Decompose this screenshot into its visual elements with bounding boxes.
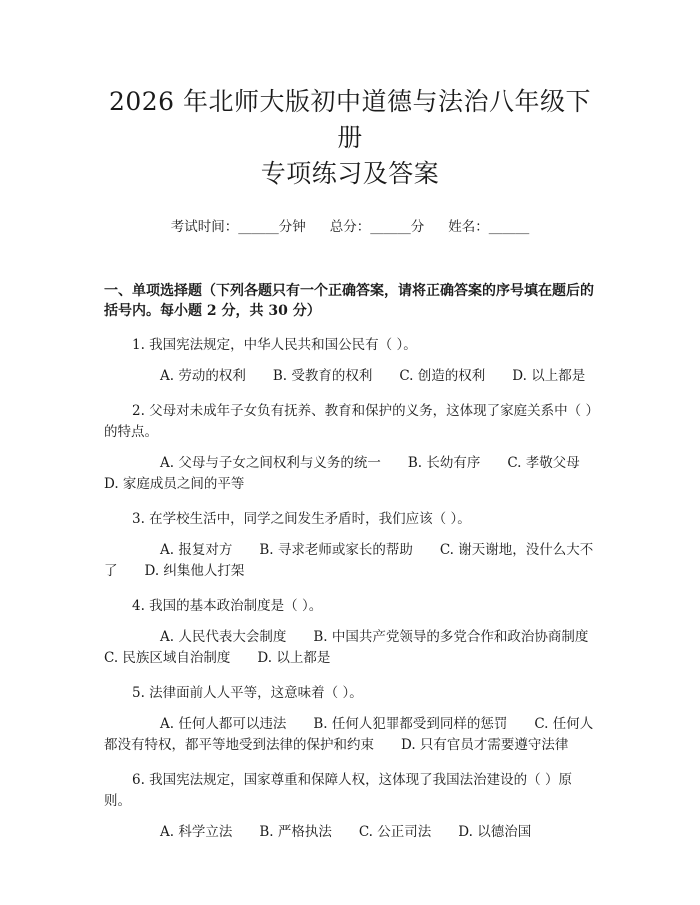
question-3: [104, 509, 596, 582]
question-options: A. 父母与子女之间权利与义务的统一 B. 长幼有序 C. 孝敬父母 D. 家庭成员之间的平等: [104, 455, 607, 492]
question-options: A. 科学立法 B. 严格执法 C. 公正司法 D. 以德治国: [160, 824, 532, 840]
question-5: [104, 683, 596, 756]
question-4: [104, 596, 616, 669]
section-heading: 一、单项选择题（下列各题只有一个正确答案，请将正确答案的序号填在题后的括号内。每小题 2 分，共 30 分）: [104, 283, 594, 319]
document-title: [104, 0, 596, 192]
question-options: A. 任何人都可以违法 B. 任何人犯罪都受到同样的惩罚 C. 任何人都没有特权，都平等地受到法律的保护和约束 D. 只有官员才需要遵守法律: [104, 716, 594, 753]
title-line-1: 2026 年北师大版初中道德与法治八年级下册: [108, 87, 592, 152]
question-stem: 6. 我国宪法规定，国家尊重和保障人权，这体现了我国法治建设的（ ）原则。: [104, 772, 572, 809]
question-stem: 5. 法律面前人人平等，这意味着（ ）。: [132, 685, 363, 701]
question-6: [104, 770, 596, 843]
question-stem: 2. 父母对未成年子女负有抚养、教育和保护的义务，这体现了家庭关系中（ ）的特点。: [104, 403, 593, 440]
title-line-2: 专项练习及答案: [260, 159, 440, 188]
exam-time-field: 考试时间：______分钟: [170, 219, 306, 235]
name-field: 姓名：______: [448, 219, 530, 235]
total-score-field: 总分：______分: [329, 219, 425, 235]
question-2: [104, 401, 607, 495]
question-options: A. 劳动的权利 B. 受教育的权利 C. 创造的权利 D. 以上都是: [160, 368, 586, 384]
question-stem: 1. 我国宪法规定，中华人民共和国公民有（ ）。: [132, 337, 417, 353]
question-options: A. 报复对方 B. 寻求老师或家长的帮助 C. 谢天谢地，没什么大不了 D. 纠集他人打架: [104, 542, 594, 579]
question-1: [104, 335, 596, 387]
question-options: A. 人民代表大会制度 B. 中国共产党领导的多党合作和政治协商制度 C. 民族区域自治制度 D. 以上都是: [104, 629, 616, 666]
exam-info: [104, 217, 596, 237]
question-stem: 4. 我国的基本政治制度是（ ）。: [132, 598, 323, 614]
question-stem: 3. 在学校生活中，同学之间发生矛盾时，我们应该（ ）。: [132, 511, 471, 527]
